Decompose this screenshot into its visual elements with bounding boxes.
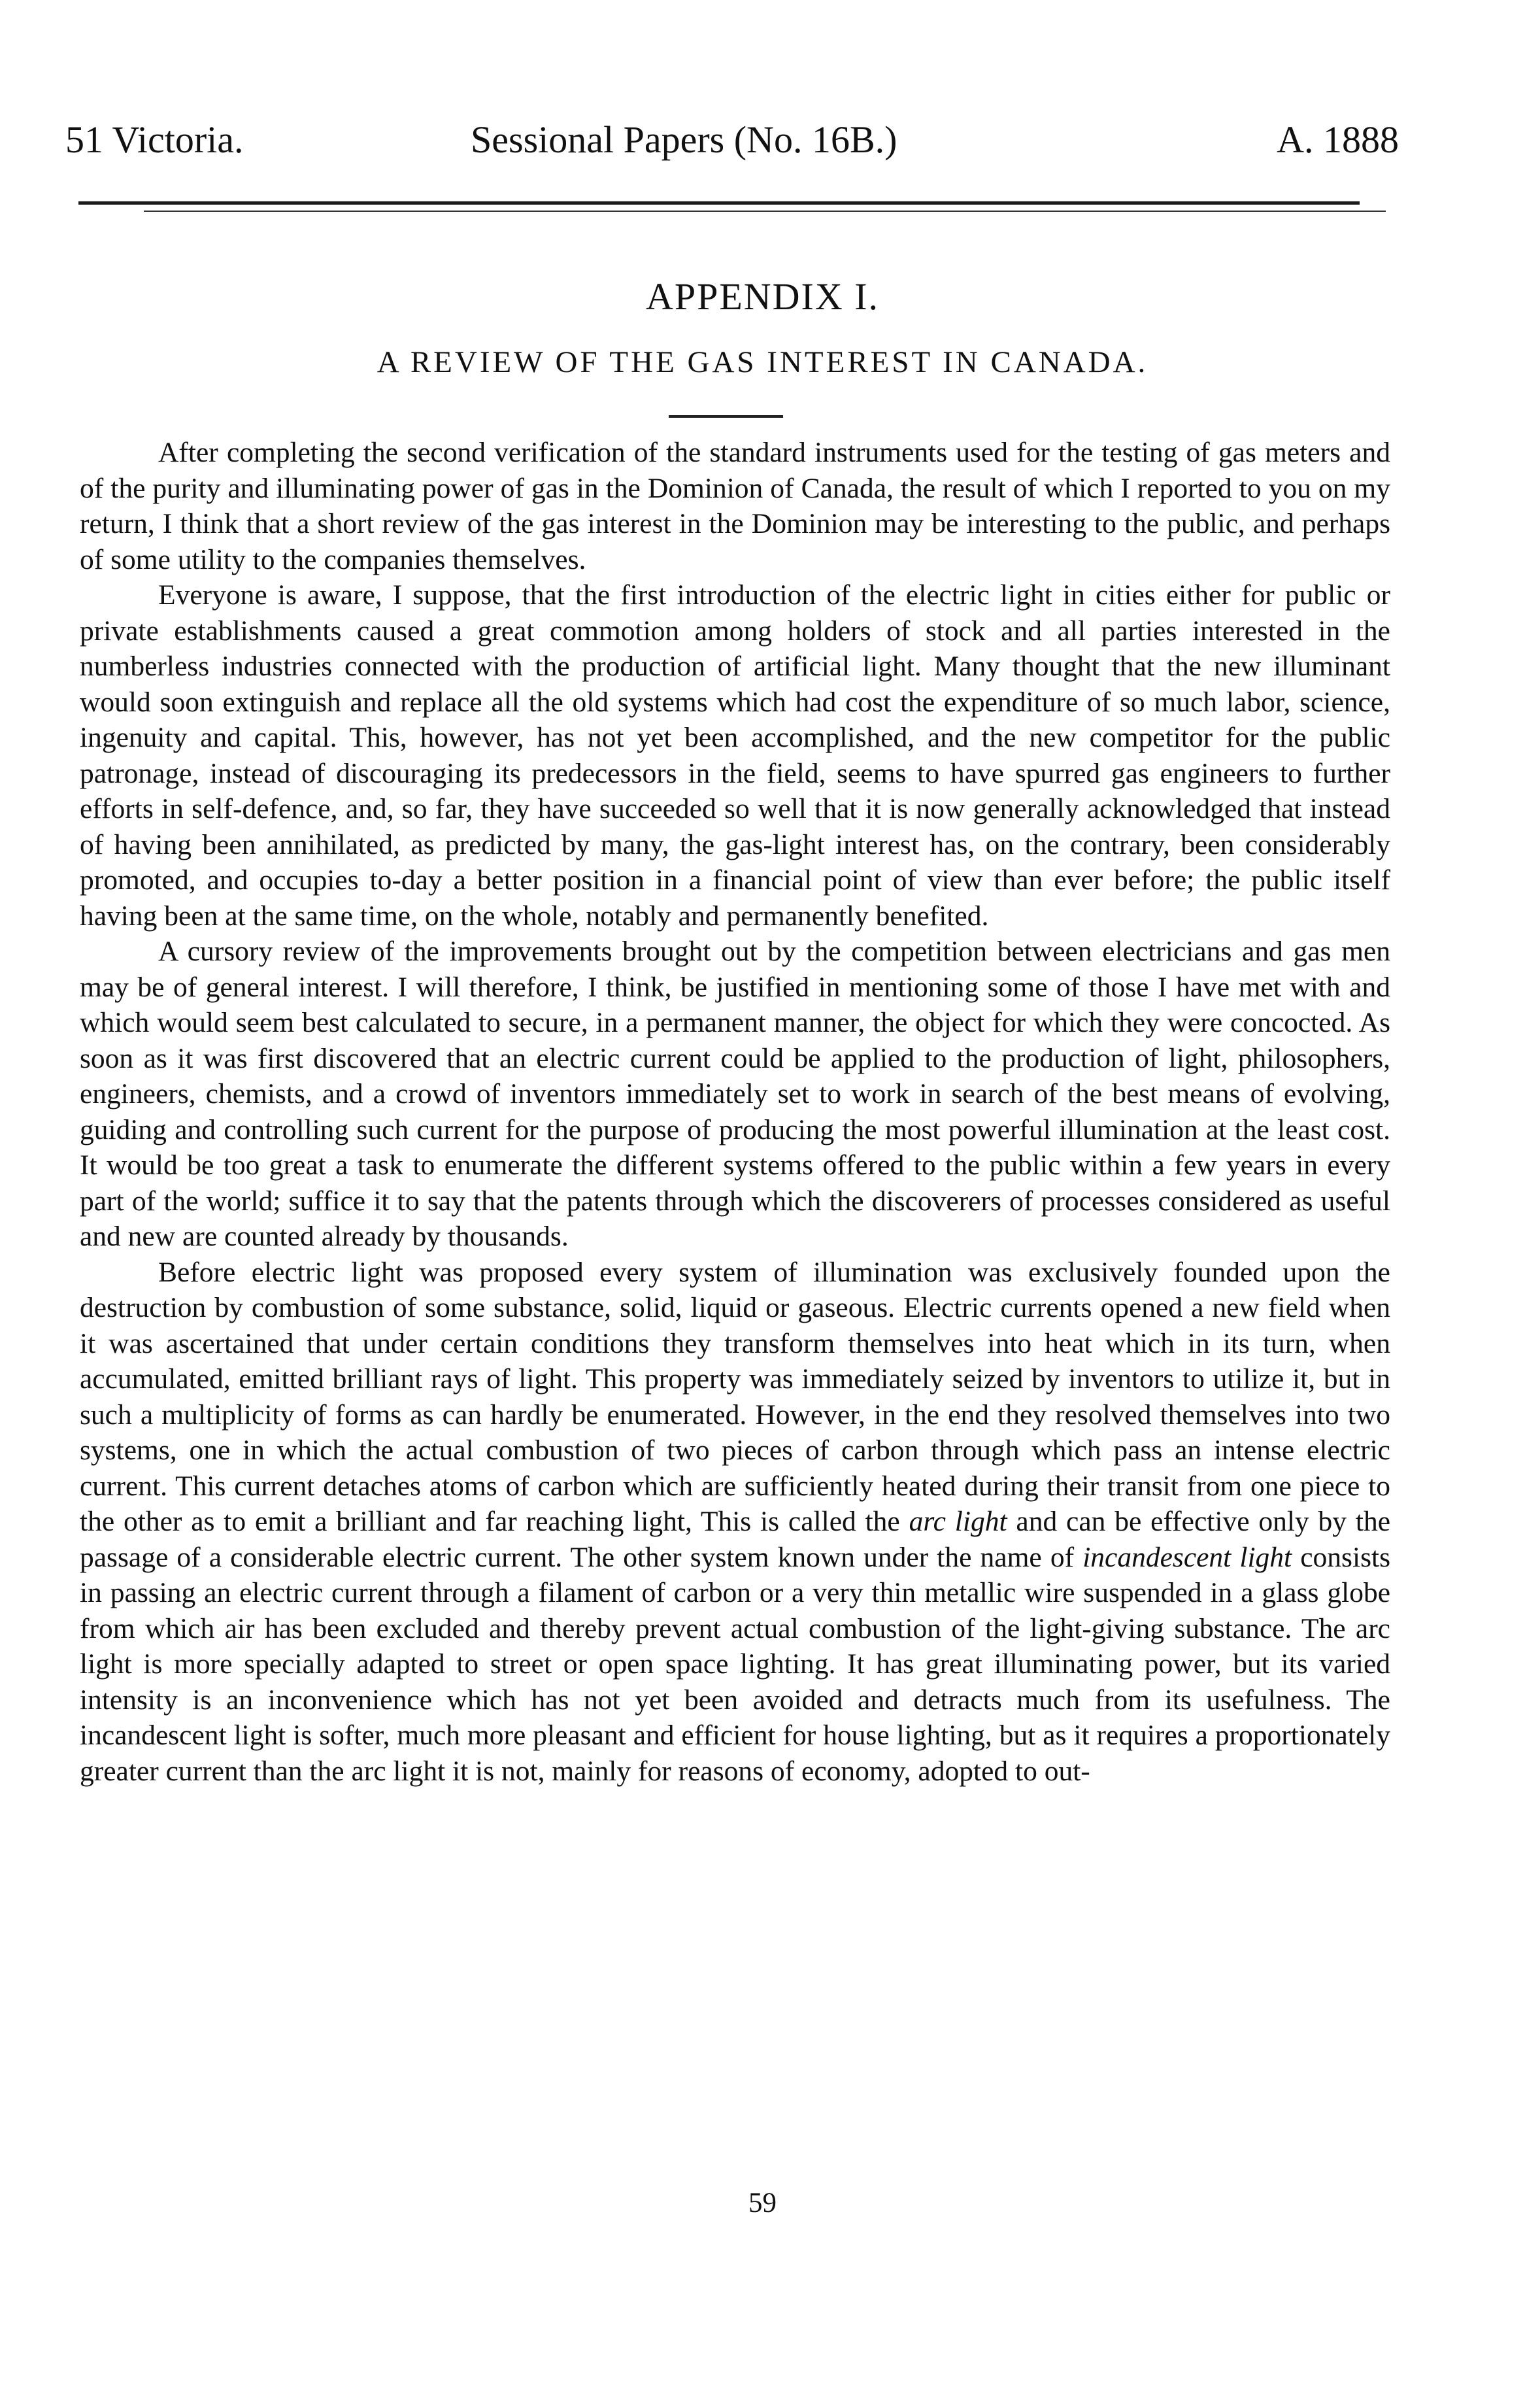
term-arc-light: arc light: [909, 1506, 1007, 1537]
paragraph-4: [80, 1255, 1390, 1789]
appendix-title: APPENDIX I.: [645, 275, 880, 318]
header-year: A. 1888: [1277, 118, 1399, 161]
paragraph-2: Everyone is aware, I suppose, that the first introduction of the electric light in cities either for public or private establishments caused a great commotion among holders of stock and all parties interested in the numberless industries connected with the production of artificial light. Many thought that the new illuminant would soon extinguish and replace all the old systems which had cost the expenditure of so much labor, science, ingenuity and capital. This, however, has not yet been accomplished, and the new competitor for the public patronage, instead of discouraging its predecessors in the field, seems to have spurred gas engineers to further efforts in self-defence, and, so far, they have succeeded so well that it is now generally acknowledged that instead of having been annihilated, as predicted by many, the gas-light interest has, on the contrary, been considerably promoted, and occupies to-day a better position in a financial point of view than ever before; the public itself having been at the same time, on the whole, notably and permanently benefited.: [80, 579, 1390, 932]
paragraph-1: After completing the second verification of the standard instruments used for the testing of gas meters and of the purity and illuminating power of gas in the Dominion of Canada, the result of which I reported to you on my return, I think that a short review of the gas interest in the Dominion may be interesting to the public, and perhaps of some utility to the companies themselves.: [80, 437, 1390, 575]
term-incandescent-light: incandescent light: [1082, 1541, 1292, 1573]
paragraph-4-part-b: and can be effective only by the passage of a considerable electric current. The other system known under the name of: [80, 1506, 1391, 1573]
section-title: A REVIEW OF THE GAS INTEREST IN CANADA.: [377, 345, 1148, 379]
paragraph-4-part-a: Before electric light was proposed every system of illumination was exclusively founded upon the destruction by combustion of some substance, solid, liquid or gaseous. Electric currents opened a new field when it was ascertained that under certain conditions they transform themselves into heat which in its turn, when accumulated, emitted brilliant rays of light. This property was immediately seized by inventors to utilize it, but in such a multiplicity of forms as can hardly be enumerated. However, in the end they resolved themselves into two systems, one in which the actual combustion of two pieces of carbon through which pass an intense electric current. This current detaches atoms of carbon which are sufficiently heated during their transit from one piece to the other as to emit a brilliant and far reaching light, This is called the: [80, 1256, 1390, 1537]
body-text: [80, 435, 1390, 1789]
header-sessional-papers: Sessional Papers (No. 16B.): [471, 118, 897, 161]
title-divider: [669, 415, 783, 418]
running-header: [65, 118, 1399, 170]
paragraph-4-part-c: consists in passing an electric current through a filament of carbon or a very thin metallic wire suspended in a glass globe from which air has been excluded and thereby prevent actual combustion of the light-giving substance. The arc light is more specially adapted to street or open space lighting. It has great illuminating power, but its varied intensity is an inconvenience which has not yet been avoided and detracts much from its usefulness. The incandescent light is softer, much more pleasant and efficient for house lighting, but as it requires a proportionately greater current than the arc light it is not, mainly for reasons of economy, adopted to out-: [80, 1541, 1391, 1787]
page-number: 59: [748, 2188, 777, 2218]
paragraph-3: A cursory review of the improvements brought out by the competition between electricians and gas men may be of general interest. I will therefore, I think, be justified in mentioning some of those I have met with and which would seem best calculated to secure, in a permanent manner, the object for which they were concocted. As soon as it was first discovered that an electric current could be applied to the production of light, philosophers, engineers, chemists, and a crowd of inventors immediately set to work in search of the best means of evolving, guiding and controlling such current for the purpose of producing the most powerful illumination at the least cost. It would be too great a task to enumerate the different systems offered to the public within a few years in every part of the world; suffice it to say that the patents through which the discoverers of processes considered as useful and new are counted already by thousands.: [80, 936, 1390, 1252]
header-rule-thick: [78, 201, 1360, 205]
header-session: 51 Victoria.: [65, 118, 244, 161]
header-rule-thin: [144, 211, 1386, 212]
